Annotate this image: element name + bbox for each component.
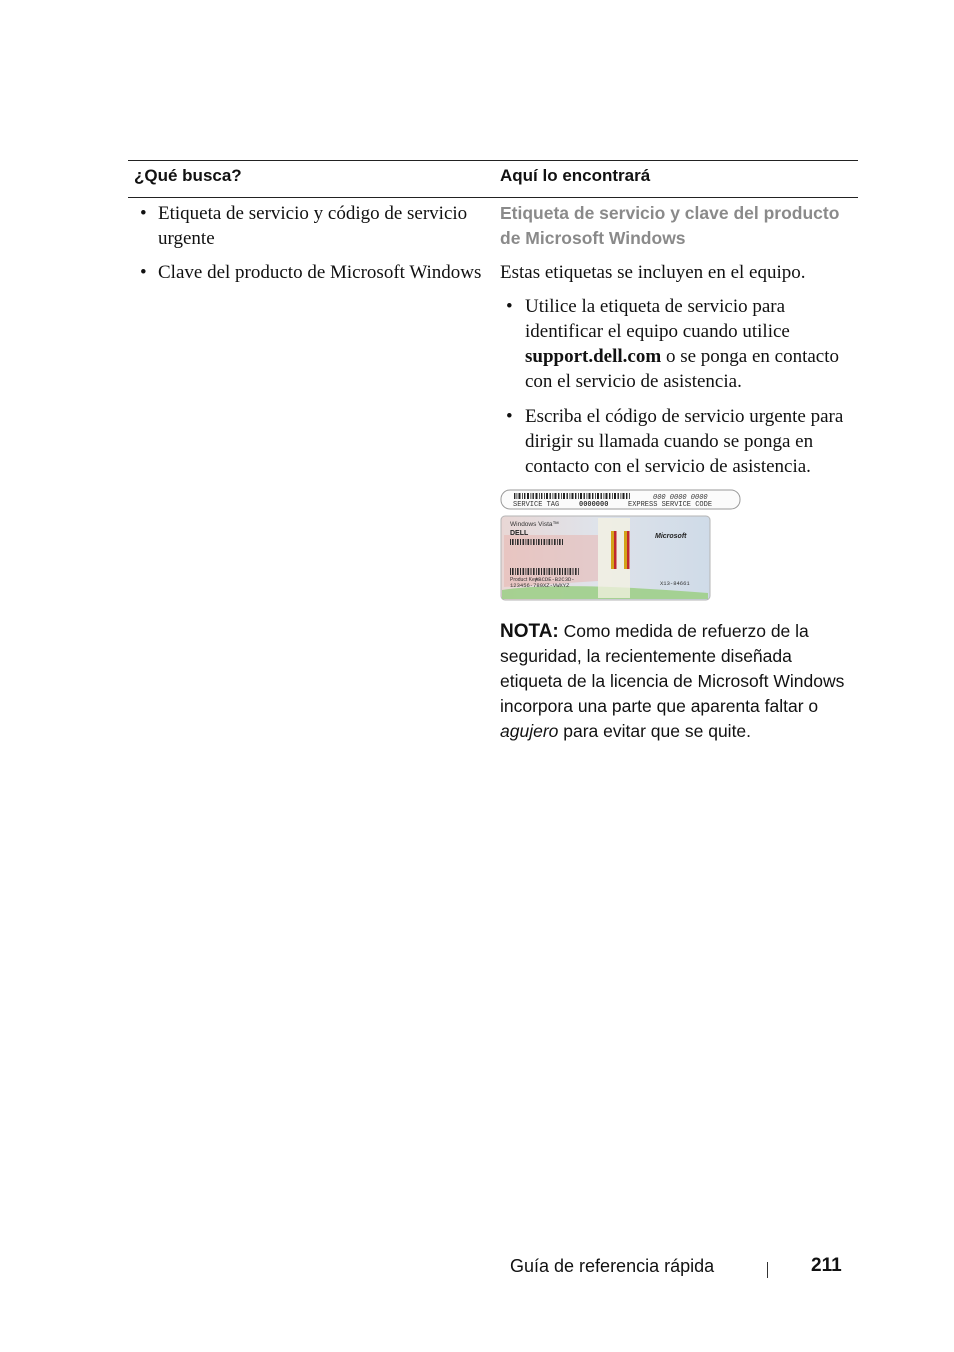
product-key-line-2: 123456-789XZ-VWXYZ xyxy=(510,582,570,589)
section-subtitle: Etiqueta de servicio y clave del producto de Microsoft Windows xyxy=(500,203,840,248)
service-tag-label xyxy=(501,490,740,509)
support-link[interactable]: support.dell.com xyxy=(525,346,662,367)
intro-text: Estas etiquetas se incluyen en el equipo. xyxy=(500,262,806,283)
list-item: • Clave del producto de Microsoft Windows xyxy=(136,260,496,285)
list-item xyxy=(500,294,858,394)
product-name: Windows Vista™ xyxy=(510,521,560,528)
security-note xyxy=(500,619,858,744)
note-text-end: para evitar que se quite. xyxy=(563,721,752,741)
footer-separator xyxy=(767,1262,768,1278)
dell-logo: DELL xyxy=(510,530,529,537)
microsoft-logo: Microsoft xyxy=(655,533,687,540)
label-illustration xyxy=(500,489,742,601)
express-code-value: 000 0000 0000 xyxy=(653,494,708,502)
coa-number: X13-84661 xyxy=(660,580,690,587)
page-number: 211 xyxy=(811,1255,842,1276)
note-italic: agujero xyxy=(500,721,559,741)
note-label: NOTA: xyxy=(500,621,559,642)
service-tag-text: SERVICE TAG xyxy=(513,501,560,509)
product-key-line-1: ABCDE-B2C3D- xyxy=(535,576,575,583)
note-text: Como medida de refuerzo de la seguridad, la recientemente diseñada etiqueta de la licencia de Microsoft Windows incorpora una parte que aparenta faltar o xyxy=(500,621,845,716)
product-key-label: Product Key: xyxy=(510,577,539,583)
table-header-rule xyxy=(128,197,858,198)
page-footer xyxy=(0,1256,954,1286)
service-tag-value: 0000000 xyxy=(579,501,609,509)
header-what-you-look-for: ¿Qué busca? xyxy=(134,166,242,185)
footer-title: Guía de referencia rápida xyxy=(510,1256,715,1276)
express-code-text: EXPRESS SERVICE CODE xyxy=(628,501,713,509)
header-where-to-find: Aquí lo encontrará xyxy=(500,166,651,185)
list-item: • Etiqueta de servicio y código de servicio urgente xyxy=(136,201,496,251)
table-top-rule xyxy=(128,160,858,161)
license-label xyxy=(501,516,710,600)
list-item: • Escriba el código de servicio urgente para dirigir su llamada cuando se ponga en contacto con el servicio de asistencia. xyxy=(500,404,858,479)
left-column xyxy=(136,201,496,294)
label-illustration-svg xyxy=(500,489,742,601)
right-column xyxy=(500,201,858,744)
barcode-icon xyxy=(510,539,563,545)
bullet-text: Utilice la etiqueta de servicio para identificar el equipo cuando utilice xyxy=(525,296,790,342)
bullet-text: o se ponga en contacto con el servicio de asistencia. xyxy=(525,346,839,392)
